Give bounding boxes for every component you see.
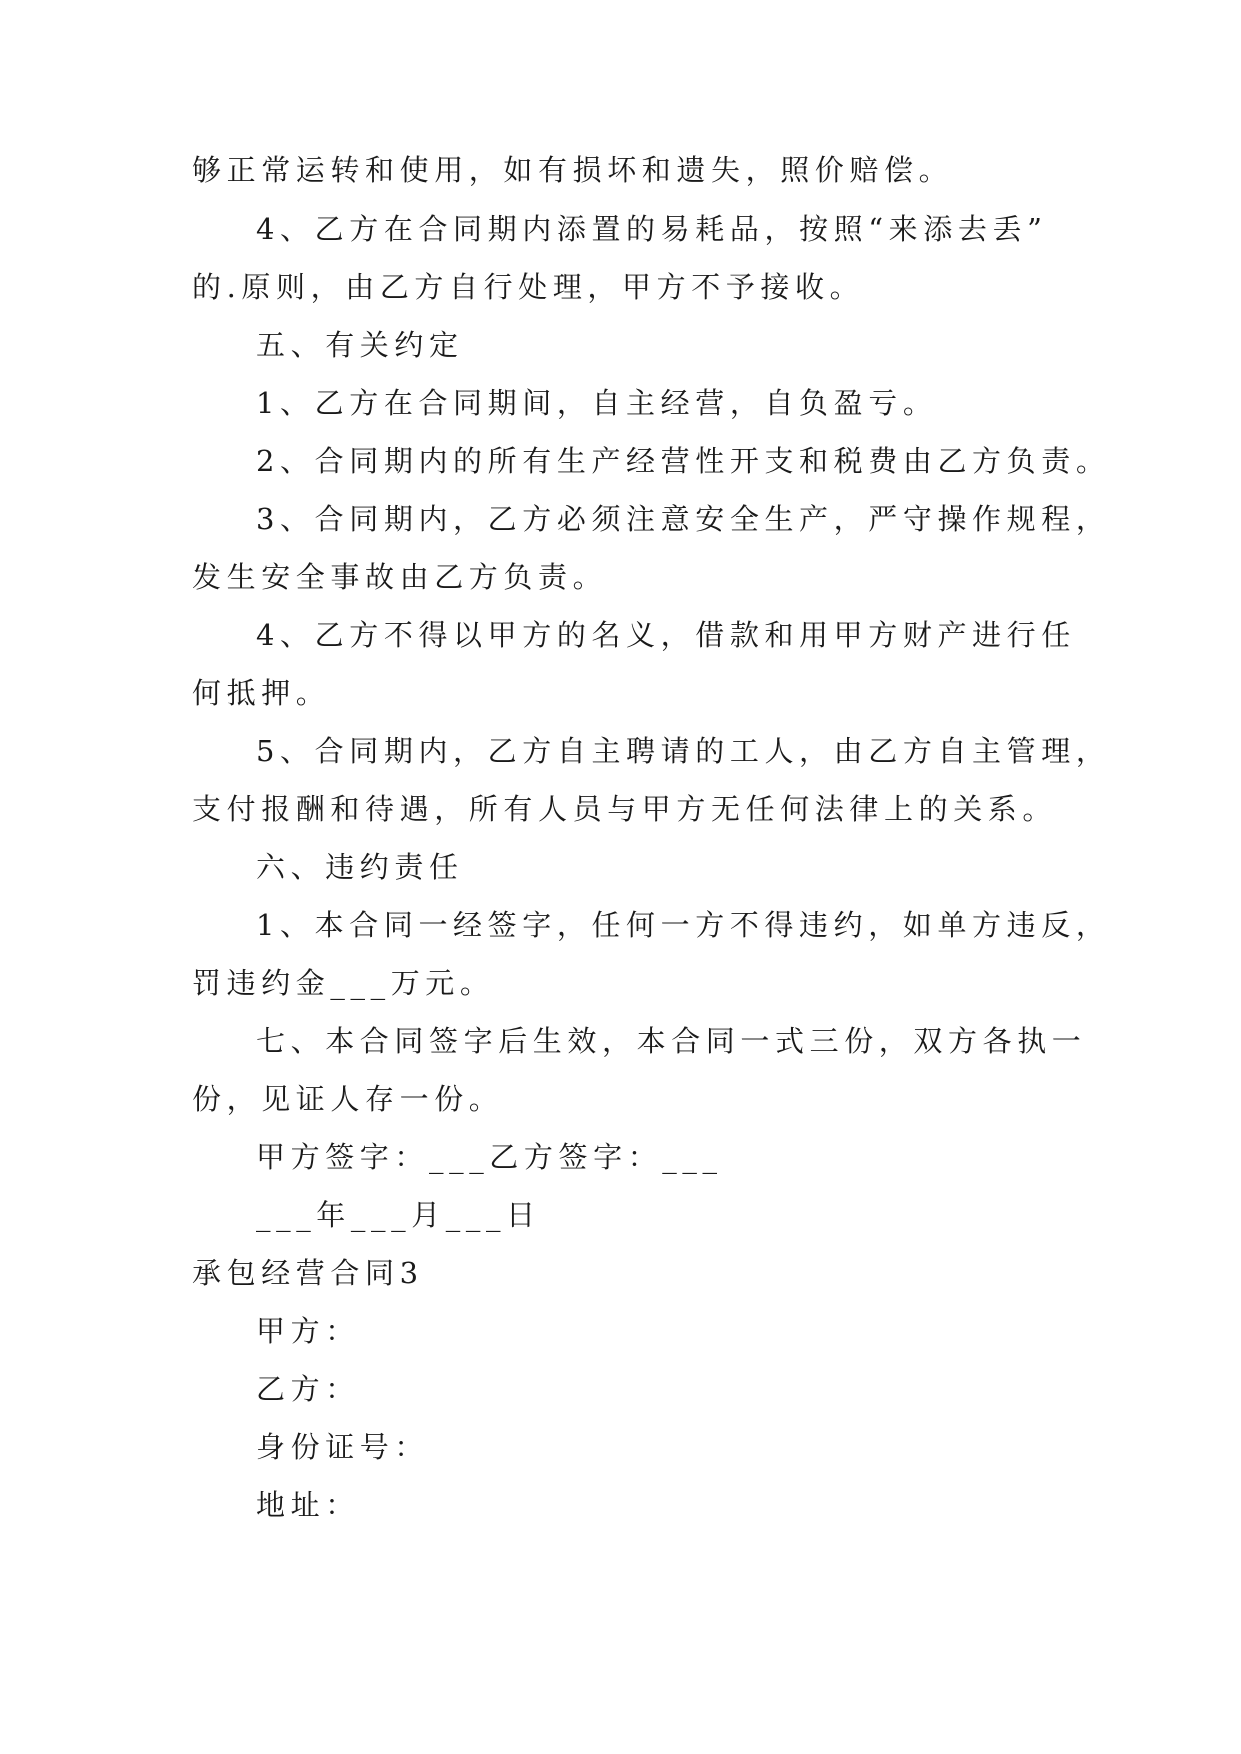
text-line: 支付报酬和待遇，所有人员与甲方无任何法律上的关系。: [192, 792, 1058, 826]
date-line: ___年___月___日: [256, 1198, 541, 1232]
text-line: 3、合同期内，乙方必须注意安全生产，严守操作规程，: [256, 502, 1111, 536]
text-line: 罚违约金___万元。: [192, 966, 495, 1000]
text-line: 发生安全事故由乙方负责。: [192, 560, 608, 594]
text-line: 的.原则，由乙方自行处理，甲方不予接收。: [192, 270, 865, 304]
text-line: 何抵押。: [192, 676, 331, 710]
contract-title: 承包经营合同3: [192, 1256, 424, 1290]
party-a-field: 甲方：: [256, 1314, 360, 1348]
text-line: 1、乙方在合同期间，自主经营，自负盈亏。: [256, 386, 938, 420]
address-field: 地址：: [256, 1488, 360, 1522]
text-line: 5、合同期内，乙方自主聘请的工人，由乙方自主管理，: [256, 734, 1111, 768]
section-heading: 六、违约责任: [256, 850, 464, 884]
text-line: 七、本合同签字后生效，本合同一式三份，双方各执一: [256, 1024, 1087, 1058]
section-heading: 五、有关约定: [256, 328, 464, 362]
text-line: 4、乙方不得以甲方的名义，借款和用甲方财产进行任: [256, 618, 1076, 652]
signature-line: 甲方签字：___乙方签字：___: [256, 1140, 723, 1174]
text-line: 4、乙方在合同期内添置的易耗品，按照“来添去丢”: [256, 212, 1048, 246]
id-number-field: 身份证号：: [256, 1430, 430, 1464]
text-line: 够正常运转和使用，如有损坏和遗失，照价赔偿。: [192, 153, 954, 187]
text-line: 份，见证人存一份。: [192, 1082, 504, 1116]
party-b-field: 乙方：: [256, 1372, 360, 1406]
text-line: 2、合同期内的所有生产经营性开支和税费由乙方负责。: [256, 444, 1111, 478]
text-line: 1、本合同一经签字，任何一方不得违约，如单方违反，: [256, 908, 1111, 942]
